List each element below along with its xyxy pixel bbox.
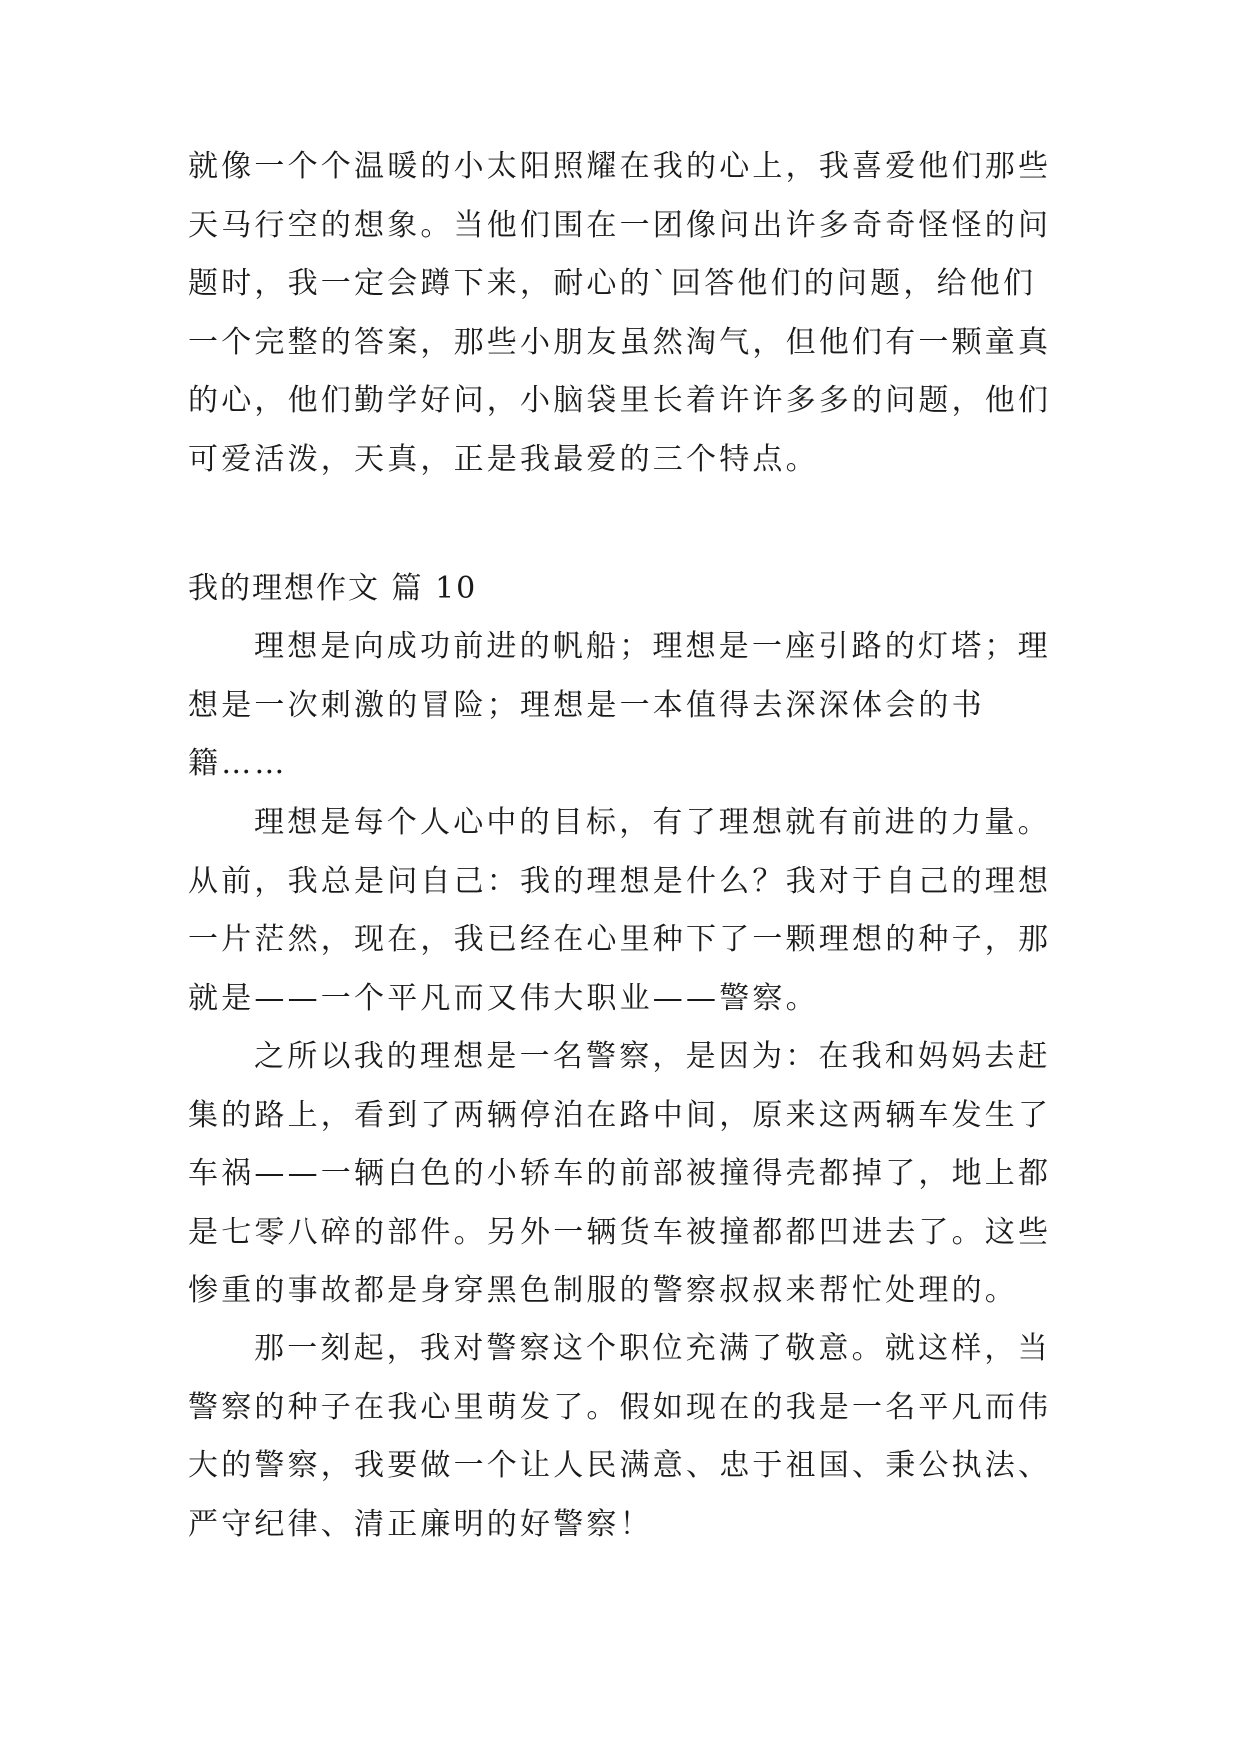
text-line: 是七零八碎的部件。另外一辆货车被撞都都凹进去了。这些 bbox=[188, 1214, 1052, 1250]
text-line: 严守纪律、清正廉明的好警察！ bbox=[188, 1506, 653, 1542]
text-line: 之所以我的理想是一名警察，是因为：在我和妈妈去赶 bbox=[254, 1039, 1051, 1074]
text-line: 理想是向成功前进的帆船；理想是一座引路的灯塔；理 bbox=[254, 629, 1051, 664]
section-title-text: 我的理想作文 篇 10 bbox=[188, 571, 478, 606]
text-line: 的心，他们勤学好问，小脑袋里长着许许多多的问题，他们 bbox=[188, 383, 1052, 418]
text-line: 一个完整的答案，那些小朋友虽然淘气，但他们有一颗童真 bbox=[188, 324, 1052, 360]
paragraph-2 bbox=[188, 794, 1068, 1028]
paragraph-3 bbox=[188, 1028, 1068, 1321]
text-line: 车祸——一辆白色的小轿车的前部被撞得壳都掉了，地上都 bbox=[188, 1156, 1052, 1191]
text-line: 题时，我一定会蹲下来，耐心的`回答他们的问题，给他们 bbox=[188, 266, 1037, 301]
text-line: 从前，我总是问自己：我的理想是什么？我对于自己的理想 bbox=[188, 863, 1052, 899]
text-line: 天马行空的想象。当他们围在一团像问出许多奇奇怪怪的问 bbox=[188, 207, 1052, 243]
text-line: 集的路上，看到了两辆停泊在路中间，原来这两辆车发生了 bbox=[188, 1097, 1052, 1133]
paragraph-4 bbox=[188, 1320, 1068, 1554]
paragraph-1 bbox=[188, 618, 1068, 794]
text-line: 就像一个个温暖的小太阳照耀在我的心上，我喜爱他们那些 bbox=[188, 149, 1052, 184]
text-line: 警察的种子在我心里萌发了。假如现在的我是一名平凡而伟 bbox=[188, 1389, 1052, 1425]
text-line: 大的警察，我要做一个让人民满意、忠于祖国、秉公执法、 bbox=[188, 1448, 1052, 1483]
text-line: 一片茫然，现在，我已经在心里种下了一颗理想的种子，那 bbox=[188, 922, 1052, 957]
intro-paragraph bbox=[188, 138, 1068, 489]
text-line: 惨重的事故都是身穿黑色制服的警察叔叔来帮忙处理的。 bbox=[188, 1273, 1018, 1308]
text-line: 想是一次刺激的冒险；理想是一本值得去深深体会的书 bbox=[188, 687, 985, 723]
text-line: 就是——一个平凡而又伟大职业——警察。 bbox=[188, 980, 819, 1016]
text-line: 理想是每个人心中的目标，有了理想就有前进的力量。 bbox=[254, 805, 1051, 840]
text-line: 籍…… bbox=[188, 746, 288, 781]
text-line: 可爱活泼，天真，正是我最爱的三个特点。 bbox=[188, 441, 819, 477]
section-title bbox=[188, 560, 1068, 619]
text-line: 那一刻起，我对警察这个职位充满了敬意。就这样，当 bbox=[254, 1331, 1051, 1366]
